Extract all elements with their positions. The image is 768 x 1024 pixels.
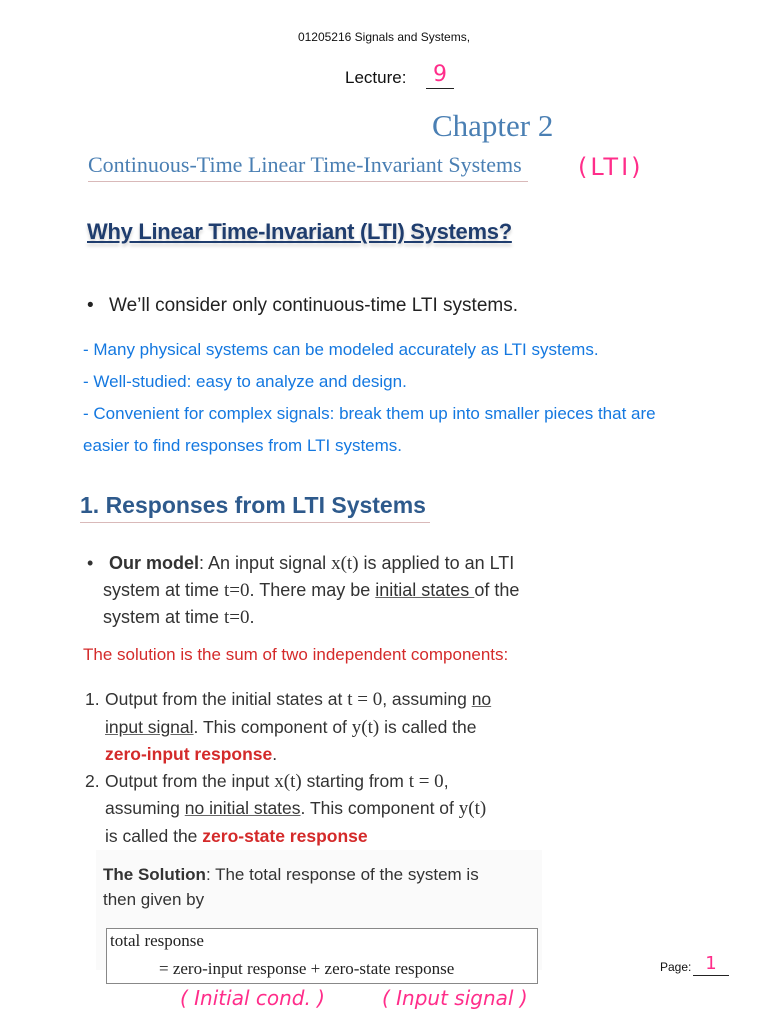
note-line-3: - Convenient for complex signals: break them up into smaller pieces that are: [83, 404, 656, 423]
equation-line-1: total response: [110, 931, 204, 950]
solution-text: The Solution: The total response of the system is then given by: [103, 865, 479, 909]
component-list: [85, 686, 555, 849]
equation-box: [106, 928, 538, 984]
solution-label: The Solution: [103, 865, 206, 884]
lecture-label: Lecture:: [345, 68, 407, 87]
section-heading-responses: 1. Responses from LTI Systems: [80, 492, 430, 523]
model-label: Our model: [109, 553, 200, 573]
zero-input-term: zero-input response: [105, 744, 273, 764]
handwritten-input-signal: ( Input signal ): [382, 986, 528, 1010]
note-line-2: - Well-studied: easy to analyze and design.: [83, 372, 407, 391]
list-item: 1. Output from the initial states at t = 0, assuming no input signal. This component of y(t) is called the zero-input response.: [85, 689, 492, 764]
chapter-subtitle: Continuous-Time Linear Time-Invariant Systems: [88, 152, 528, 182]
bullet-icon: •: [87, 553, 94, 573]
bullet-item: • We’ll consider only continuous-time LTI systems.: [87, 295, 519, 316]
handwritten-lti-note: (LTI): [578, 153, 644, 181]
list-item: 2. Output from the input x(t) starting from t = 0, assuming no initial states. This component of y(t) is called the zero-state response: [85, 770, 487, 846]
note-line-4: easier to find responses from LTI systems.: [83, 436, 403, 455]
handwritten-initial-cond: ( Initial cond. ): [180, 986, 325, 1010]
lecture-number: 9: [426, 62, 454, 89]
note-line-1: - Many physical systems can be modeled accurately as LTI systems.: [83, 340, 599, 359]
course-header: 01205216 Signals and Systems,: [297, 30, 471, 44]
equation-line-2: = zero-input response + zero-state response: [159, 959, 455, 978]
chapter-title: Chapter 2: [432, 108, 554, 143]
zero-state-term: zero-state response: [202, 825, 368, 846]
model-bullet: • Our model: An input signal x(t) is applied to an LTI system at time t=0. There may be initial states of the system at time t=0.: [87, 550, 607, 631]
initial-states-term: initial states: [375, 580, 475, 600]
bullet-icon: •: [87, 295, 94, 316]
section-heading-why: Why Linear Time-Invariant (LTI) Systems?: [87, 219, 512, 244]
page-label: Page:: [660, 960, 692, 974]
solution-note: The solution is the sum of two independent components:: [83, 645, 509, 664]
page-number: 1: [693, 953, 729, 976]
